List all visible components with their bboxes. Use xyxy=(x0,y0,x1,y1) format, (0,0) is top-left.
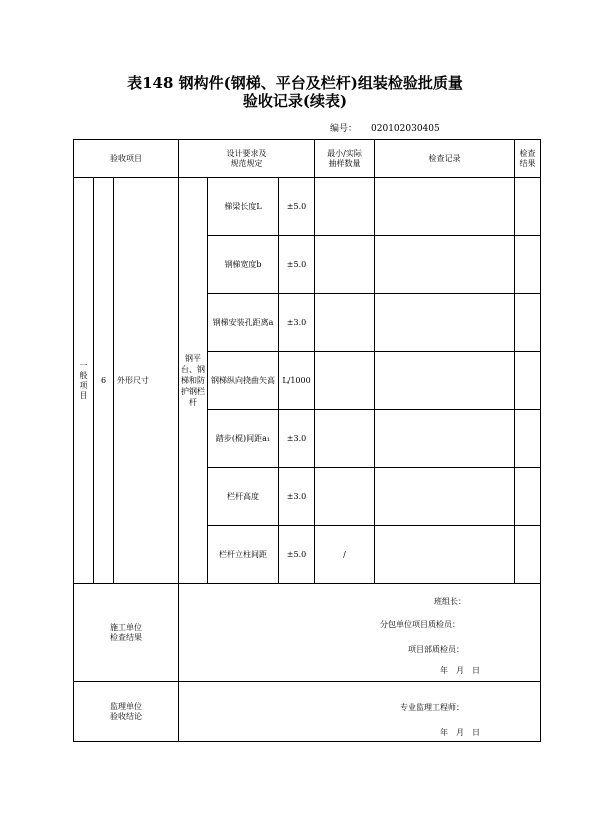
row-result xyxy=(515,410,541,468)
header-design-line2: 规范规定 xyxy=(230,158,263,168)
supervision-label-line2: 验收结论 xyxy=(110,711,142,721)
header-result xyxy=(515,140,541,178)
row-record xyxy=(375,178,515,236)
row-tolerance: ±3.0 xyxy=(279,468,315,526)
row-tolerance: ±5.0 xyxy=(279,526,315,584)
team-leader-sign: 班组长： xyxy=(434,597,466,606)
page-title: 表148 钢构件(钢梯、平台及栏杆)组装检验批质量 xyxy=(127,74,463,92)
item-number: 6 xyxy=(94,178,114,584)
row-tolerance: ±3.0 xyxy=(279,294,315,352)
page-subtitle: 验收记录(续表) xyxy=(242,92,348,110)
header-design xyxy=(179,140,315,178)
header-row xyxy=(74,140,541,178)
general-items-label: 一般项目 xyxy=(74,178,94,584)
header-design-line1: 设计要求及 xyxy=(226,148,267,158)
row-record xyxy=(375,236,515,294)
construction-sign-area xyxy=(179,584,541,682)
inspection-table xyxy=(73,139,541,742)
row-result xyxy=(515,352,541,410)
row-sample: / xyxy=(315,526,375,584)
row-sample xyxy=(315,236,375,294)
row-result xyxy=(515,178,541,236)
row-sample xyxy=(315,410,375,468)
row-name: 钢梯安装孔距离a xyxy=(208,294,279,352)
row-record xyxy=(375,410,515,468)
row-name: 栏杆立柱间距 xyxy=(208,526,279,584)
sub-inspector-sign: 分包单位项目质检员： xyxy=(380,620,460,629)
row-name: 栏杆高度 xyxy=(208,468,279,526)
item-name: 外形尺寸 xyxy=(114,178,179,584)
header-result-line1: 检查 xyxy=(519,148,536,158)
supervision-sign-area xyxy=(179,682,541,742)
construction-label xyxy=(74,584,179,682)
row-tolerance: ±5.0 xyxy=(279,178,315,236)
header-item: 验收项目 xyxy=(74,140,179,178)
row-name: 钢梯宽度b xyxy=(208,236,279,294)
construction-date: 年 月 日 xyxy=(440,666,480,675)
row-record xyxy=(375,352,515,410)
row-tolerance: ±5.0 xyxy=(279,236,315,294)
row-sample xyxy=(315,178,375,236)
row-record xyxy=(375,526,515,584)
subgroup-label: 钢平台、钢梯和防护钢栏杆 xyxy=(179,178,208,584)
row-name: 梯梁长度L xyxy=(208,178,279,236)
row-record xyxy=(375,468,515,526)
construction-label-line1: 施工单位 xyxy=(110,622,142,632)
row-sample xyxy=(315,294,375,352)
header-record: 检查记录 xyxy=(375,140,515,178)
row-tolerance: ±3.0 xyxy=(279,410,315,468)
record-number xyxy=(330,121,440,134)
table-row xyxy=(74,178,541,236)
supervision-label-line1: 监理单位 xyxy=(110,701,142,711)
header-sample-line2: 抽样数量 xyxy=(328,158,361,168)
row-tolerance: L/1000 xyxy=(279,352,315,410)
supervision-label xyxy=(74,682,179,742)
row-record xyxy=(375,294,515,352)
row-result xyxy=(515,526,541,584)
row-name: 钢梯纵向挠曲矢高 xyxy=(208,352,279,410)
row-sample xyxy=(315,468,375,526)
row-name: 踏步(棍)间距a₁ xyxy=(208,410,279,468)
construction-label-line2: 检查结果 xyxy=(110,632,142,642)
header-result-line2: 结果 xyxy=(519,158,536,168)
number-label: 编号： xyxy=(330,124,358,134)
row-result xyxy=(515,236,541,294)
row-sample xyxy=(315,352,375,410)
header-sample-line1: 最小/实际 xyxy=(327,148,362,158)
supervision-engineer-sign: 专业监理工程师： xyxy=(400,703,464,712)
row-result xyxy=(515,294,541,352)
dept-inspector-sign: 项目部质检员： xyxy=(408,645,464,654)
row-result xyxy=(515,468,541,526)
supervision-date: 年 月 日 xyxy=(440,728,480,737)
header-sample xyxy=(315,140,375,178)
number-code: 020102030405 xyxy=(371,124,440,134)
